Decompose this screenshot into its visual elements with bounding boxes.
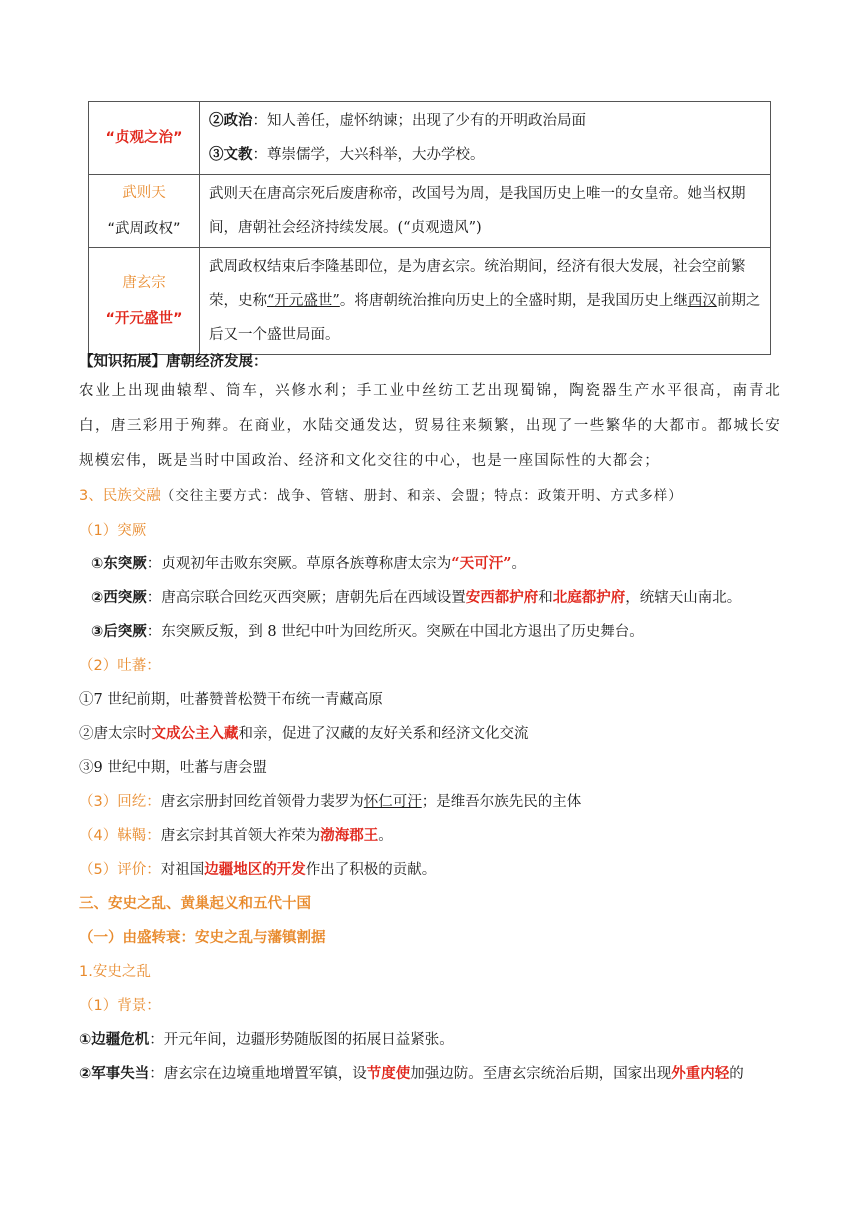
table-cell-wuzetian xyxy=(89,175,200,248)
table-row xyxy=(89,248,771,355)
text-culture: ：尊崇儒学，大兴科举，大办学校。 xyxy=(252,147,485,163)
part3-sub1: （一）由盛转衰：安史之乱与藩镇割据 xyxy=(79,930,326,946)
label-culture: ③文教 xyxy=(209,146,253,163)
part3-bg: （1）背景： xyxy=(79,998,161,1014)
tubo-line-2: ②唐太宗时文成公主入藏和亲，促进了汉藏的友好关系和经济文化交流 xyxy=(79,725,529,742)
mohe-line: （4）靺鞨：唐玄宗封其首领大祚荣为渤海郡王。 xyxy=(79,827,393,844)
bg-line-2: ②军事失当：唐玄宗在边境重地增置军镇，设节度使加强边防。至唐玄宗统治后期，国家出现外重内轻的 xyxy=(79,1065,744,1082)
cell-title: “贞观之治” xyxy=(105,130,183,146)
section3-heading: 3、民族交融（交往主要方式：战争、管辖、册封、和亲、会盟；特点：政策开明、方式多样） xyxy=(79,488,683,504)
table-row xyxy=(89,102,771,175)
part3-heading: 三、安史之乱、黄巢起义和五代十国 xyxy=(79,896,311,912)
cell-subtitle: “开元盛世” xyxy=(105,311,183,327)
eval-line: （5）评价：对祖国边疆地区的开发作出了积极的贡献。 xyxy=(79,861,437,878)
cell-subtitle: “武周政权” xyxy=(107,221,181,237)
tubo-title: （2）吐蕃： xyxy=(79,658,161,674)
label-politics: ②政治 xyxy=(209,112,253,129)
tujue-title: （1）突厥 xyxy=(79,523,147,539)
knowledge-body: 农业上出现曲辕犁、筒车，兴修水利；手工业中丝纺工艺出现蜀锦，陶瓷器生产水平很高，南青北白，唐三彩用于殉葬。在商业，水陆交通发达，贸易往来频繁，出现了一些繁华的大都市。都城长安规模宏伟，既是当时中国政治、经济和文化交往的中心，也是一座国际性的大都会； xyxy=(79,383,781,469)
cell-title: 武则天 xyxy=(122,185,166,201)
tubo-line-3: ③9 世纪中期，吐蕃与唐会盟 xyxy=(79,760,267,776)
cell-text: 武则天在唐高宗死后废唐称帝，改国号为周，是我国历史上唯一的女皇帝。她当权期间，唐朝社会经济持续发展。(“贞观遗风”) xyxy=(209,186,746,236)
table-cell-xuanzong xyxy=(89,248,200,355)
cell-title: 唐玄宗 xyxy=(122,275,166,291)
part3-item1: 1.安史之乱 xyxy=(79,964,151,980)
bg-line-1: ①边疆危机：开元年间，边疆形势随版图的拓展日益紧张。 xyxy=(79,1032,454,1048)
huihe-line: （3）回纥：唐玄宗册封回纥首领骨力裴罗为怀仁可汗；是维吾尔族先民的主体 xyxy=(79,794,582,810)
west-tujue: ②西突厥：唐高宗联合回纥灭西突厥；唐朝先后在西域设置安西都护府和北庭都护府，统辖天山南北。 xyxy=(91,589,742,606)
table-cell-content xyxy=(200,248,771,355)
cell-text: 武周政权结束后李隆基即位，是为唐玄宗。统治期间，经济有很大发展，社会空前繁荣，史称“开元盛世”。将唐朝统治推向历史上的全盛时期，是我国历史上继西汉前期之后又一个盛世局面。 xyxy=(209,259,761,343)
summary-table xyxy=(88,101,771,355)
east-tujue: ①东突厥：贞观初年击败东突厥。草原各族尊称唐太宗为“天可汗”。 xyxy=(91,555,526,572)
table-cell-content xyxy=(200,175,771,248)
tubo-line-1: ①7 世纪前期，吐蕃赞普松赞干布统一青藏高原 xyxy=(79,692,383,708)
knowledge-title: 【知识拓展】唐朝经济发展： xyxy=(79,354,268,370)
table-cell-zhenguan xyxy=(89,102,200,175)
table-cell-content xyxy=(200,102,771,175)
text-politics: ：知人善任，虚怀纳谏；出现了少有的开明政治局面 xyxy=(252,113,586,129)
table-row xyxy=(89,175,771,248)
late-tujue: ③后突厥：东突厥反叛，到 8 世纪中叶为回纥所灭。突厥在中国北方退出了历史舞台。 xyxy=(91,624,644,640)
